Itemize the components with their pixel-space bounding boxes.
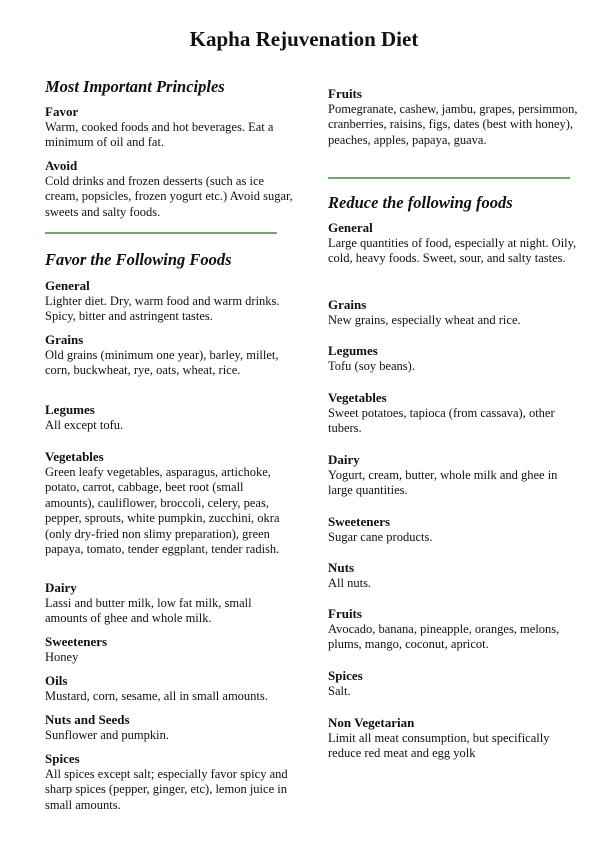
- item-label: Favor: [45, 104, 79, 119]
- item-label: Sweeteners: [45, 634, 108, 649]
- item-label: Legumes: [45, 402, 95, 417]
- item-label: Grains: [45, 332, 84, 347]
- favor-nuts-seeds: [45, 712, 295, 743]
- favor-vegetables: [45, 449, 295, 557]
- item-text: Mustard, corn, sesame, all in small amounts.: [45, 689, 268, 703]
- item-text: Sunflower and pumpkin.: [45, 728, 169, 742]
- item-text: Salt.: [328, 684, 351, 698]
- item-label: Grains: [328, 297, 367, 312]
- item-label: Dairy: [45, 580, 77, 595]
- item-text: Old grains (minimum one year), barley, millet, corn, buckwheat, rye, oats, wheat, rice.: [45, 348, 279, 378]
- reduce-legumes: [328, 343, 578, 374]
- favor-dairy: [45, 580, 295, 627]
- item-text: Warm, cooked foods and hot beverages. Eat a minimum of oil and fat.: [45, 120, 274, 150]
- item-text: Sugar cane products.: [328, 530, 433, 544]
- item-label: Oils: [45, 673, 68, 688]
- favor-general: [45, 278, 295, 325]
- principle-avoid: [45, 158, 295, 220]
- item-text: All nuts.: [328, 576, 372, 590]
- principles-heading: Most Important Principles: [45, 77, 225, 96]
- favor-sweeteners: [45, 634, 295, 665]
- reduce-fruits: [328, 606, 578, 653]
- item-text: Lassi and butter milk, low fat milk, small amounts of ghee and whole milk.: [45, 596, 252, 626]
- item-label: Spices: [45, 751, 80, 766]
- item-label: Sweeteners: [328, 514, 391, 529]
- item-text: Limit all meat consumption, but specifically reduce red meat and egg yolk: [328, 731, 550, 761]
- item-label: Non Vegetarian: [328, 715, 415, 730]
- item-label: General: [45, 278, 90, 293]
- item-label: Legumes: [328, 343, 378, 358]
- reduce-non-vegetarian: [328, 715, 578, 762]
- reduce-heading: Reduce the following foods: [328, 193, 513, 212]
- reduce-nuts: [328, 560, 578, 591]
- item-label: Spices: [328, 668, 363, 683]
- item-text: Tofu (soy beans).: [328, 359, 415, 373]
- reduce-spices: [328, 668, 578, 699]
- favor-legumes: [45, 402, 295, 433]
- item-text: Lighter diet. Dry, warm food and warm drinks. Spicy, bitter and astringent tastes.: [45, 294, 280, 324]
- favor-fruits: [328, 86, 578, 148]
- item-text: Yogurt, cream, butter, whole milk and ghee in large quantities.: [328, 468, 558, 498]
- reduce-grains: [328, 297, 578, 328]
- item-text: All except tofu.: [45, 418, 124, 432]
- item-text: Large quantities of food, especially at night. Oily, cold, heavy foods. Sweet, sour, and salty tastes.: [328, 236, 577, 266]
- favor-grains: [45, 332, 295, 379]
- item-label: Fruits: [328, 86, 362, 101]
- item-label: General: [328, 220, 373, 235]
- principle-favor: [45, 104, 295, 151]
- item-text: New grains, especially wheat and rice.: [328, 313, 521, 327]
- section-divider: [45, 232, 277, 234]
- item-label: Vegetables: [45, 449, 104, 464]
- item-label: Fruits: [328, 606, 362, 621]
- item-label: Nuts and Seeds: [45, 712, 130, 727]
- item-text: Green leafy vegetables, asparagus, artichoke, potato, carrot, cabbage, beet root (small amounts), cauliflower, broccoli, celery, peas, pepper, sprouts, white pumpkin, zucchini, okra (only dry-fried non slimy preparation), green papaya, tomato, tender eggplant, tender radish.: [45, 465, 280, 557]
- section-divider: [328, 177, 570, 179]
- favor-spices: [45, 751, 295, 813]
- item-text: Pomegranate, cashew, jambu, grapes, persimmon, cranberries, raisins, figs, dates (best with honey), peaches, apples, papaya, guava.: [328, 102, 578, 147]
- reduce-vegetables: [328, 390, 578, 437]
- reduce-general: [328, 220, 578, 267]
- page-title: Kapha Rejuvenation Diet: [189, 27, 419, 51]
- item-text: Cold drinks and frozen desserts (such as ice cream, popsicles, frozen yogurt etc.) Avoid sugar, sweets and salty foods.: [45, 174, 293, 219]
- item-text: Avocado, banana, pineapple, oranges, melons, plums, mango, coconut, apricot.: [328, 622, 560, 652]
- item-text: Sweet potatoes, tapioca (from cassava), other tubers.: [328, 406, 555, 436]
- item-text: Honey: [45, 650, 79, 664]
- item-text: All spices except salt; especially favor spicy and sharp spices (pepper, ginger, etc), lemon juice in small amounts.: [45, 767, 288, 812]
- item-label: Avoid: [45, 158, 78, 173]
- item-label: Vegetables: [328, 390, 387, 405]
- item-label: Dairy: [328, 452, 360, 467]
- reduce-sweeteners: [328, 514, 578, 545]
- reduce-dairy: [328, 452, 578, 499]
- favor-heading: Favor the Following Foods: [45, 250, 232, 269]
- favor-oils: [45, 673, 295, 704]
- item-label: Nuts: [328, 560, 355, 575]
